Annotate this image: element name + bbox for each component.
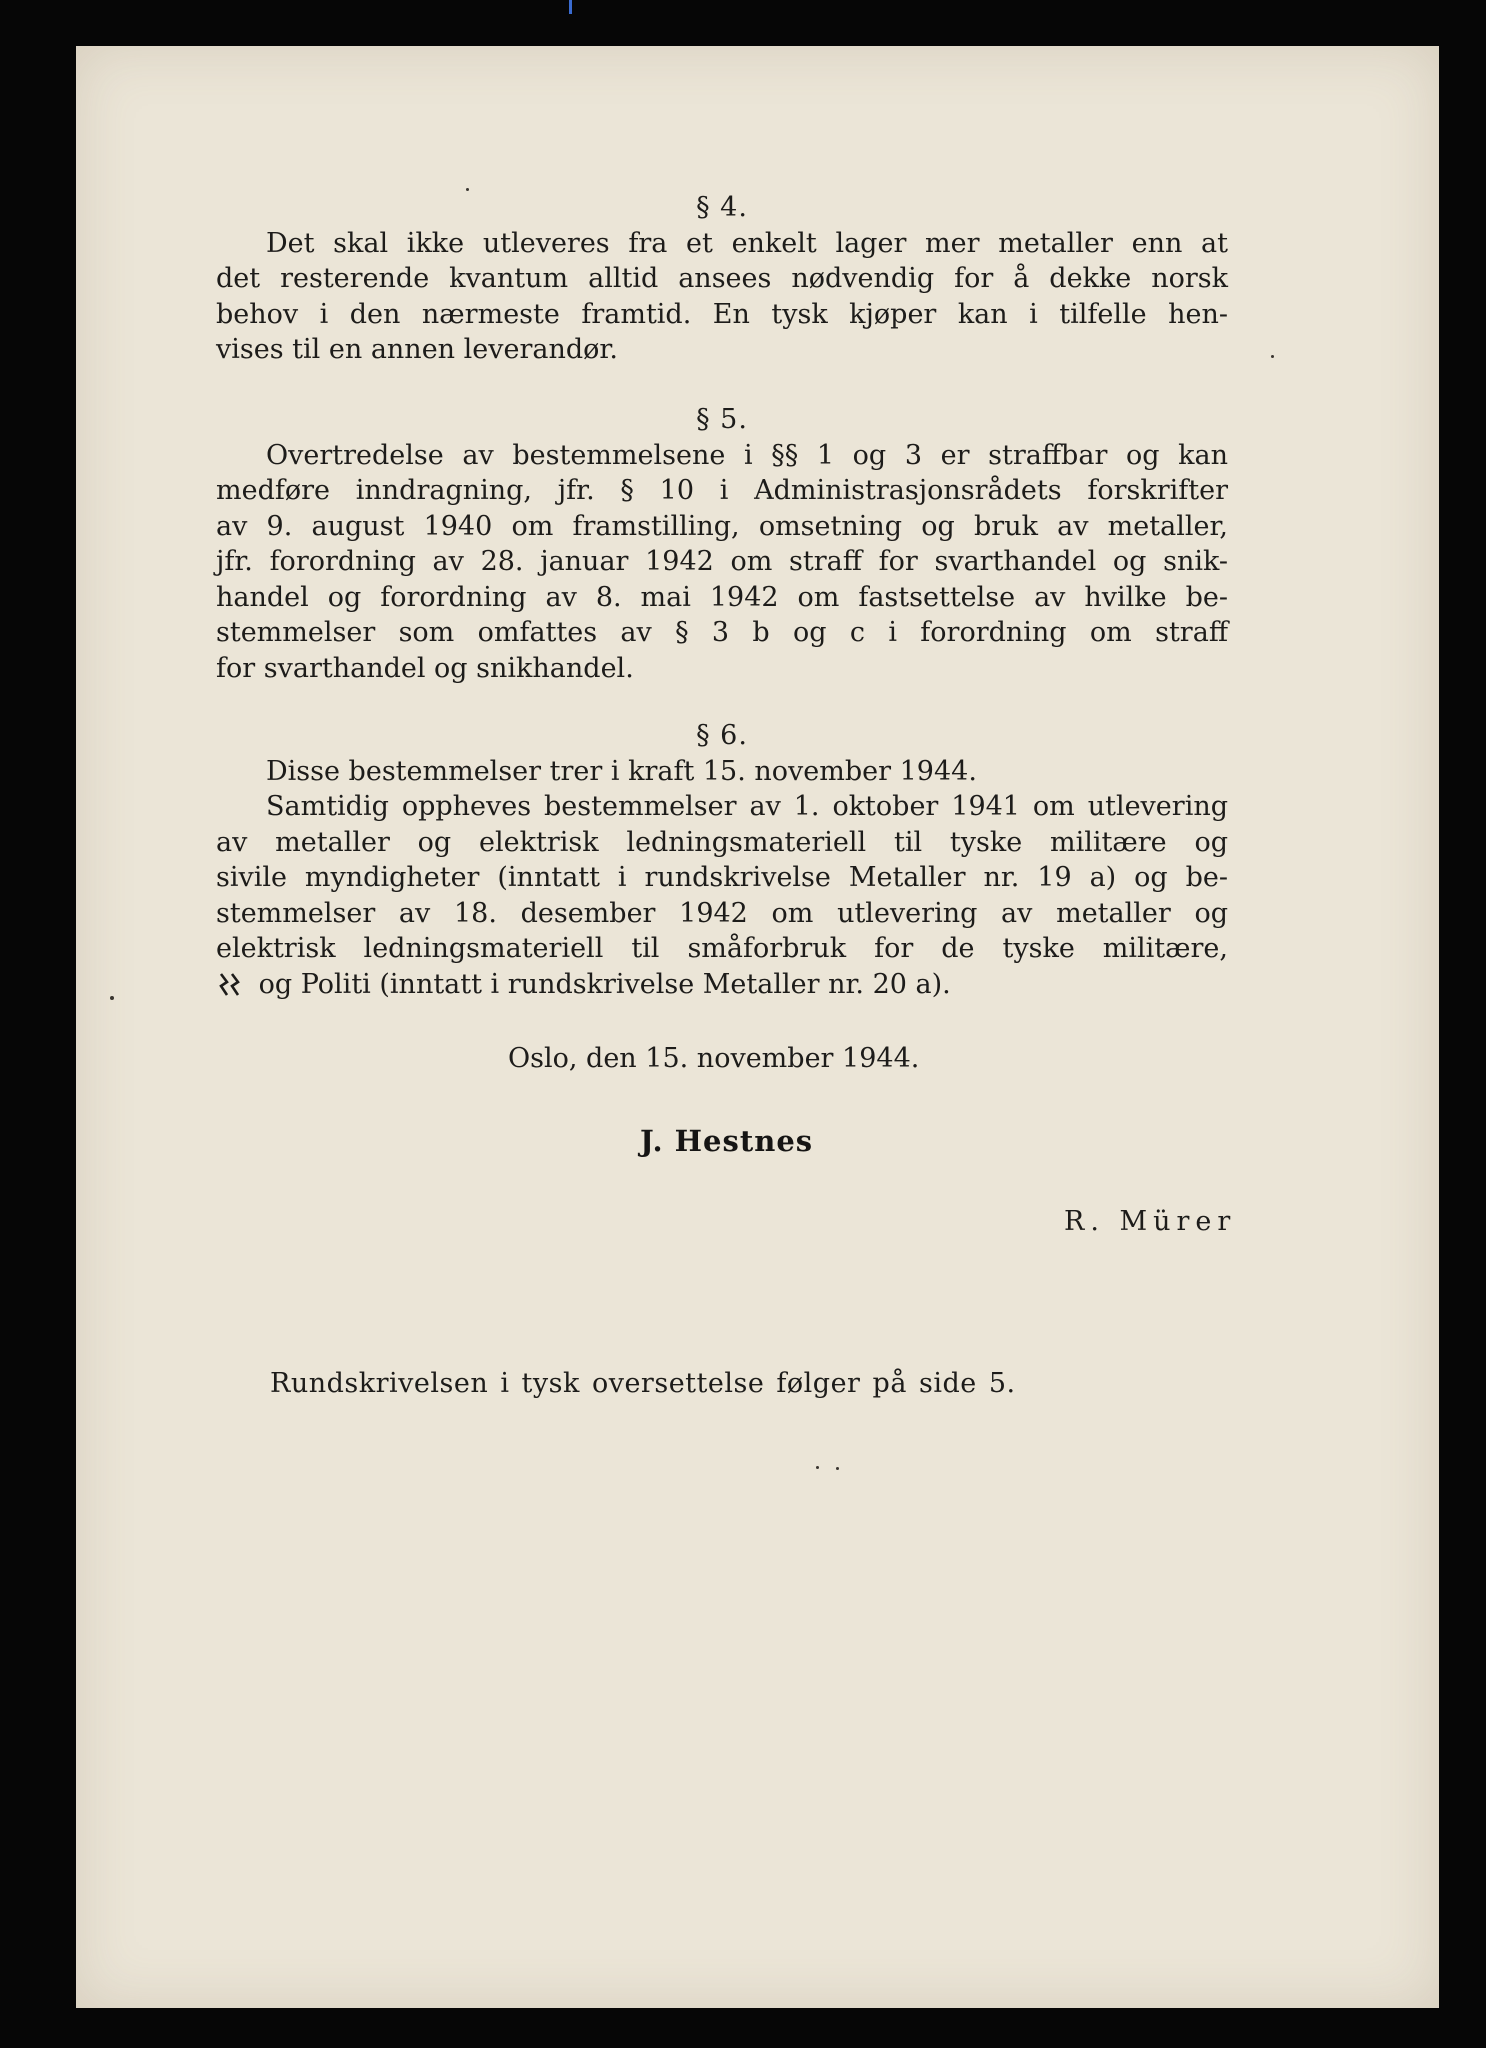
text-line: Det skal ikke utleveres fra et enkelt lager mer metaller enn at: [266, 227, 1228, 259]
paper-speck: [110, 996, 114, 1000]
text-line: elektrisk ledningsmateriell til småforbruk for de tyske militære,: [216, 933, 1228, 964]
text-line: behov i den nærmeste framtid. En tysk kjøper kan i tilfelle hen-: [216, 298, 1228, 330]
scanner-marker: [569, 0, 572, 14]
section-heading: § 5.: [696, 404, 748, 435]
text-line: vises til en annen leverandør.: [216, 334, 618, 365]
text-line: stemmelser som omfattes av § 3 b og c i forordning om straff: [216, 617, 1228, 648]
text-line: sivile myndigheter (inntatt i rundskrivelse Metaller nr. 19 a) og be-: [216, 862, 1228, 893]
text-line: Overtredelse av bestemmelsene i §§ 1 og 3 er straffbar og kan: [266, 439, 1228, 471]
text-line: handel og forordning av 8. mai 1942 om fastsettelse av hvilke be-: [216, 581, 1228, 613]
paper-speck: [836, 1467, 839, 1470]
text-line: av 9. august 1940 om framstilling, omsetning og bruk av metaller,: [216, 510, 1228, 542]
section-body: [216, 438, 1228, 687]
section-heading: § 6.: [696, 720, 748, 751]
text-line: jfr. forordning av 28. januar 1942 om straff for svarthandel og snik-: [216, 546, 1228, 577]
paper-speck: [1271, 355, 1274, 358]
text-line: Samtidig oppheves bestemmelser av 1. oktober 1941 om utlevering: [266, 791, 1228, 822]
paper-speck: [816, 1466, 819, 1469]
text-line: det resterende kvantum alltid ansees nødvendig for å dekke norsk: [216, 263, 1228, 294]
section-body: [216, 754, 1228, 1003]
text-line: stemmelser av 18. desember 1942 om utlevering av metaller og: [216, 897, 1228, 929]
section-body: [216, 226, 1228, 368]
text-line-with-rune: [216, 967, 1228, 1003]
signature-primary: J. Hestnes: [640, 1124, 814, 1158]
place-and-date: Oslo, den 15. november 1944.: [508, 1043, 920, 1074]
section-6: [216, 718, 1228, 1002]
section-4: [216, 190, 1228, 368]
text-line: Disse bestemmelser trer i kraft 15. november 1944.: [266, 755, 977, 787]
footer-note: Rundskrivelsen i tysk oversettelse følger på side 5.: [270, 1368, 1016, 1399]
text-line: for svarthandel og snikhandel.: [216, 652, 634, 684]
text-line: av metaller og elektrisk ledningsmateriell til tyske militære og: [216, 826, 1228, 858]
section-heading: § 4.: [696, 192, 748, 223]
ss-rune-icon: [216, 968, 246, 998]
text-line: og Politi (inntatt i rundskrivelse Metaller nr. 20 a).: [258, 968, 951, 1000]
section-5: [216, 402, 1228, 686]
signature-secondary: R. Mürer: [1064, 1206, 1237, 1237]
text-line: medføre inndragning, jfr. § 10 i Administrasjonsrådets forskrifter: [216, 475, 1228, 506]
